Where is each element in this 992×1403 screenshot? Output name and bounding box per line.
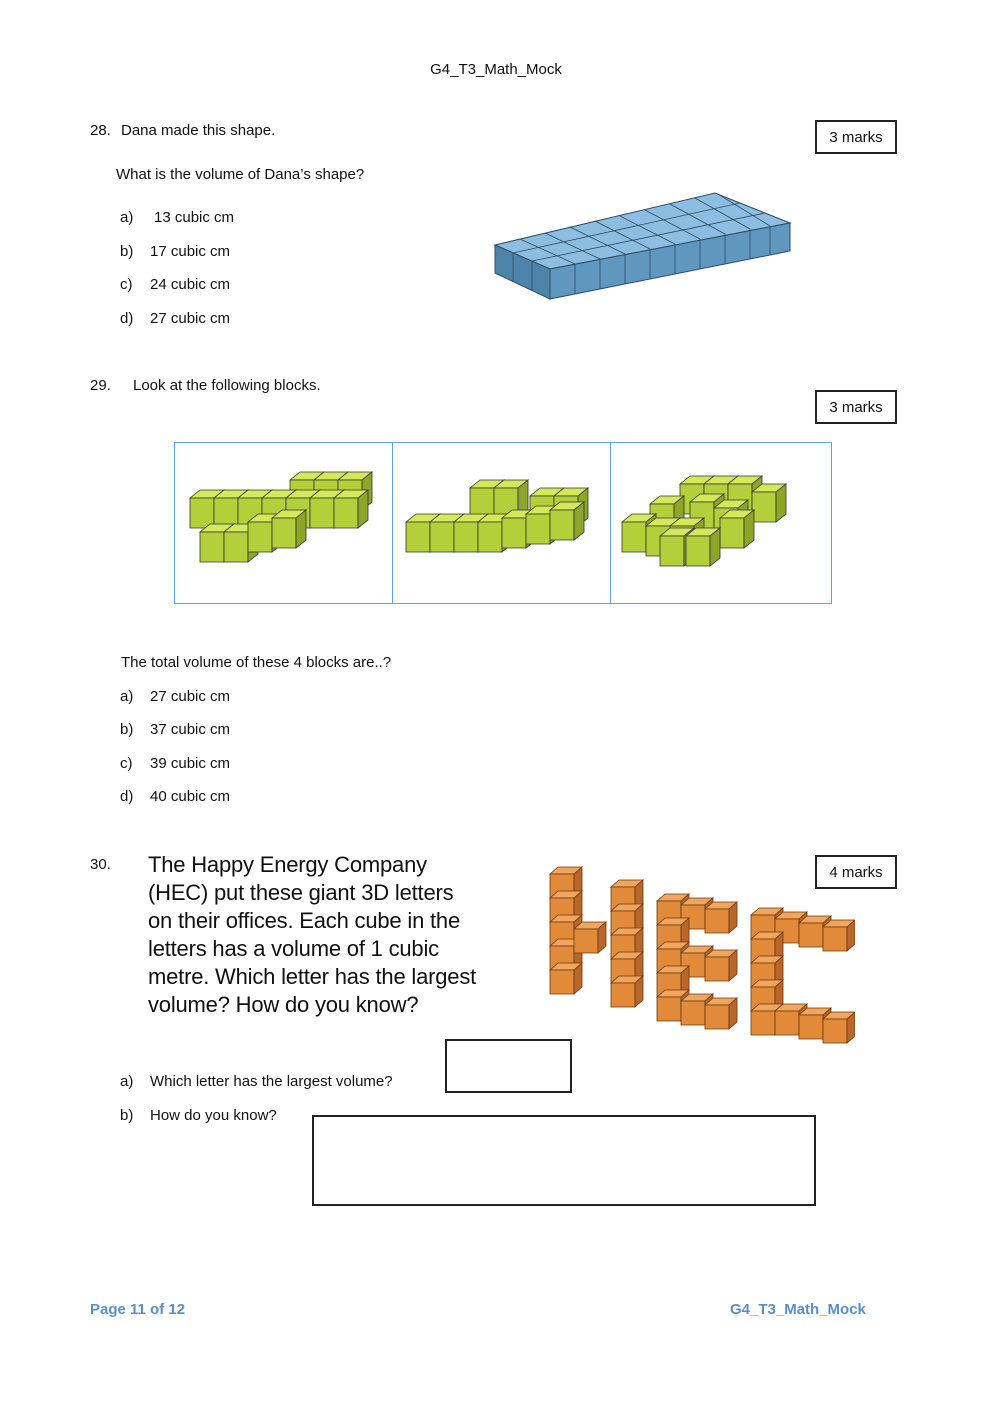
q28-option-d[interactable]	[120, 310, 230, 327]
option-label: a)	[120, 688, 134, 705]
option-label: d)	[120, 788, 134, 805]
option-text: 27 cubic cm	[150, 688, 231, 705]
q28-marks-badge	[815, 120, 897, 154]
q28-prompt: Dana made this shape.	[121, 122, 276, 139]
q29-option-a[interactable]	[120, 688, 230, 705]
q28-number: 28.	[90, 122, 111, 139]
option-label: c)	[120, 276, 133, 293]
part-text: Which letter has the largest volume?	[150, 1073, 393, 1090]
q29-prompt: Look at the following blocks.	[133, 377, 321, 394]
q30-hec-letters	[545, 862, 855, 1047]
q29-number: 29.	[90, 377, 111, 394]
part-text: How do you know?	[150, 1107, 277, 1124]
option-label: c)	[120, 755, 133, 772]
q30-text-line: metre. Which letter has the largest	[148, 964, 477, 989]
letter-c	[751, 908, 855, 1043]
option-text: 24 cubic cm	[150, 276, 231, 293]
option-label: b)	[120, 243, 134, 260]
q29-marks-badge	[815, 390, 897, 424]
q28-marks-label: 3 marks	[829, 128, 883, 146]
q29-option-d[interactable]	[120, 788, 230, 805]
q30-text-line: (HEC) put these giant 3D letters	[148, 880, 454, 905]
q28-option-a[interactable]	[120, 209, 234, 226]
part-label: a)	[120, 1073, 134, 1090]
part-label: b)	[120, 1107, 134, 1124]
block-3	[622, 476, 786, 566]
q29-marks-label: 3 marks	[829, 398, 883, 416]
q29-option-c[interactable]	[120, 755, 230, 772]
footer-page-number: Page 11 of 12	[90, 1301, 186, 1318]
option-label: b)	[120, 721, 134, 738]
q30-part-b	[120, 1107, 277, 1124]
q30-answer-a-box[interactable]	[445, 1039, 572, 1093]
option-label: d)	[120, 310, 134, 327]
letter-h	[550, 867, 643, 1007]
q30-text-line: letters has a volume of 1 cubic	[148, 936, 439, 961]
q29-option-b[interactable]	[120, 721, 230, 738]
q30-answer-b-box[interactable]	[312, 1115, 816, 1206]
q29-green-blocks	[180, 462, 820, 582]
option-text: 13 cubic cm	[154, 209, 235, 226]
option-text: 40 cubic cm	[150, 788, 231, 805]
option-text: 39 cubic cm	[150, 755, 231, 772]
q29-question: The total volume of these 4 blocks are..?	[121, 654, 392, 671]
q28-option-c[interactable]	[120, 276, 230, 293]
q30-part-a	[120, 1073, 393, 1090]
block-1	[190, 472, 372, 562]
option-text: 37 cubic cm	[150, 721, 231, 738]
q28-option-b[interactable]	[120, 243, 230, 260]
q28-blue-cube-shape	[490, 185, 800, 305]
letter-e	[657, 894, 737, 1029]
page-header-title: G4_T3_Math_Mock	[430, 61, 562, 78]
q30-text-line: on their offices. Each cube in the	[148, 908, 460, 933]
q28-question: What is the volume of Dana’s shape?	[116, 166, 365, 183]
option-text: 17 cubic cm	[150, 243, 231, 260]
q30-question-text	[148, 851, 476, 1019]
q30-text-line: The Happy Energy Company	[148, 852, 427, 877]
option-label: a)	[120, 209, 134, 226]
q30-marks-label: 4 marks	[829, 863, 883, 881]
block-2	[406, 480, 588, 552]
q30-number: 30.	[90, 856, 111, 873]
q30-text-line: volume? How do you know?	[148, 992, 419, 1017]
option-text: 27 cubic cm	[150, 310, 231, 327]
footer-title: G4_T3_Math_Mock	[730, 1301, 866, 1318]
